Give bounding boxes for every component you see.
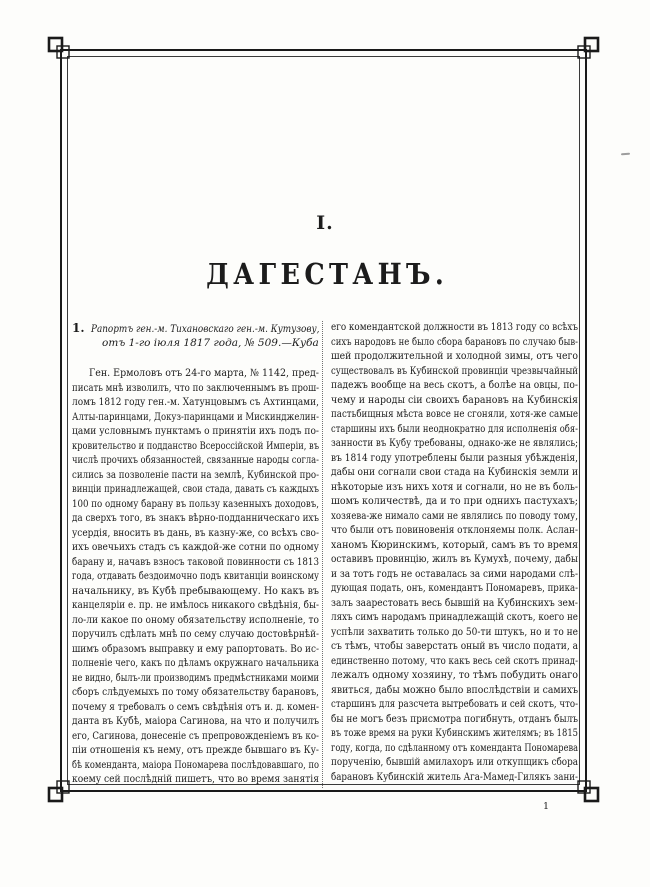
text-line [331,582,578,597]
report-header-text: отъ 1-го іюля 1817 года, № 509.—Куба [102,337,319,349]
text-line [331,553,578,568]
text-line [331,408,578,423]
text-line [331,423,578,438]
text-line-content: съ тѣмъ, чтобы заверстать оный въ число подати, а [331,641,578,652]
text-line [331,379,578,394]
text-line [331,321,578,336]
text-line-content: 100 по одному барану въ пользу казенныхъ доходовъ, [72,498,319,510]
text-line-content: существовалъ въ Кубинской провинціи чрезвычайный [331,365,578,377]
text-line-content: да сверхъ того, въ знакъ вѣрно-подданническаго ихъ [72,513,319,524]
text-line [72,643,319,658]
text-line-content: что были отъ повиновенія отклоняемы полк. Аслан- [331,525,578,536]
text-line-content: ханомъ Кюринскимъ, который, самъ въ то время [331,539,578,551]
text-line [331,452,578,467]
left-column-text [72,367,319,788]
text-line-content: Алты-паринцами, Докуз-паринцами и Мискинджелин- [72,411,319,423]
text-line-content: явиться, дабы можно было впослѣдствіи и самихъ [331,684,578,696]
text-line-content: старшины ихъ были неоднократно для исполненія обя- [331,423,578,435]
text-line-content: и за тотъ годъ не оставалась за сими народами слѣ- [331,568,578,580]
text-line [72,686,319,701]
corner-ornament-icon [47,36,81,70]
text-line [331,568,578,583]
text-line [331,756,578,771]
text-line-content: ляхъ симъ народамъ принадлежащій скотъ, коего не [331,612,578,623]
text-line [331,510,578,525]
text-line [331,524,578,539]
text-line [331,336,578,351]
text-line-content: почему я требовалъ о семъ свѣдѣнія отъ и. д. комен- [72,701,319,713]
text-line-content: Ген. Ермоловъ отъ 24-го марта, № 1142, пред- [89,368,319,379]
text-line-content: усердія, вносить въ дань, въ казну-же, со всѣхъ сво- [72,527,319,539]
text-line-content: поручилъ сдѣлать мнѣ по сему случаю достовѣрнѣй- [72,629,319,640]
text-line [72,715,319,730]
text-line-content: начальнику, въ Кубѣ пребывающему. Но какъ въ [72,585,319,597]
text-line-content: барану и, начавъ взносъ таковой повинности съ 1813 [72,556,319,568]
report-number: 1. [72,321,85,335]
text-line [331,495,578,510]
text-line-content: успѣли захватить только до 50-ти штукъ, но и то не [331,626,578,638]
text-line-content: его комендантской должности въ 1813 году со всѣхъ [331,322,578,333]
text-line [331,713,578,728]
text-line-content: въ 1814 году употреблены были разныя убѣжденія, [331,452,578,464]
text-line [72,657,319,672]
text-line-content: года, отдавать бездоимочно подъ квитанціи воинскому [72,571,319,582]
text-line-content: числѣ прочихъ обязанностей, связанные народы согла- [72,455,319,466]
text-line-content: барановъ Кубинскій житель Ага-Мамед-Гилякъ зани- [331,771,578,783]
text-line-content: дабы они согнали свои стада на Кубинскія земли и [331,467,578,478]
text-line [72,498,319,513]
text-line [331,684,578,699]
text-line [72,556,319,571]
text-line-content: сборъ слѣдуемыхъ по тому обязательству барановъ, [72,687,319,698]
text-line-content: нѣкоторые изъ нихъ хотя и согнали, но не въ боль- [331,481,578,493]
text-line [331,481,578,496]
text-line-content: шомъ количествѣ, да и то при однихъ пастухахъ; [331,496,578,507]
text-line [331,350,578,365]
text-line [72,541,319,556]
text-line [72,367,319,382]
text-line [72,759,319,774]
text-line-content: цами условнымъ пунктамъ о принятіи ихъ подъ по- [72,426,319,437]
text-line [331,727,578,742]
text-line-content: кровительство и подданство Всероссійской Имперіи, въ [72,440,319,452]
chapter-numeral: I. [316,212,334,234]
text-line-content: сились за позволеніе пасти на землѣ, Кубинской про- [72,469,319,481]
text-line [331,655,578,670]
text-line [72,512,319,527]
text-line [331,597,578,612]
text-line [72,382,319,397]
text-line [72,425,319,440]
text-line-content: канцеляріи е. пр. не имѣлось никакого свѣдѣнія, бы- [72,600,319,611]
text-line-content: піи отношенія къ нему, отъ прежде бывшаго въ Ку- [72,745,319,756]
text-line-content: шимъ образомъ выправку и ему рапортовать. Во ис- [72,643,319,655]
text-line [331,365,578,380]
text-line [331,437,578,452]
text-line-content: занности въ Кубу требованы, однако-же не являлись; [331,438,578,449]
text-line [72,614,319,629]
text-columns [72,321,578,788]
text-line-content: дующая подать, онъ, комендантъ Пономаревъ, прика- [331,583,578,594]
text-line-content: винціи принадлежащей, свои стада, давать съ каждыхъ [72,484,319,495]
text-line [72,396,319,411]
text-line [72,454,319,469]
text-line-content: бѣ коменданта, маіора Пономарева послѣдовавшаго, по [72,759,319,771]
text-line-content: ихъ овечьихъ стадъ съ каждой-же сотни по одному [72,542,319,553]
text-line [72,570,319,585]
text-line [72,730,319,745]
pencil-mark [621,153,630,156]
text-line-content: лежалъ одному хозяину, то тѣмъ побудить онаго [331,670,578,681]
text-line-content: не видно, былъ-ли производимъ предмѣстниками моими [72,672,319,684]
text-line-content: шей продолжительной и холодной зимы, отъ чего [331,351,578,362]
text-line [331,771,578,786]
text-line [331,669,578,684]
text-line [72,483,319,498]
report-header-line1 [72,321,319,336]
text-line-content: ло-ли какое по оному обязательству исполненіе, то [72,614,319,626]
chapter-title: ДАГЕСТАНЪ. [206,257,449,291]
report-header-text: Рапортъ ген.-м. Тихановскаго ген.-м. Кутузову, [90,323,319,335]
corner-ornament-icon [566,36,600,70]
text-line [72,773,319,788]
text-line [331,611,578,626]
text-line [72,411,319,426]
page-number: 1 [543,801,550,812]
text-line [72,672,319,687]
text-line [72,440,319,455]
text-line [72,599,319,614]
text-line-content: сихъ народовъ не было сбора барановъ по случаю быв- [331,336,578,348]
text-line [331,742,578,757]
text-line-content: ломъ 1812 году ген.-м. Хатунцовымъ съ Ахтинцами, [72,397,319,408]
text-line-content: бы не могъ безъ присмотра погибнуть, отданъ былъ [331,713,578,725]
text-line-content: въ тоже время на руки Кубинскимъ жителямъ; въ 1815 [331,728,578,739]
text-line [72,585,319,600]
report-header-line2 [72,336,319,351]
text-line-content: старшинъ для разсчета вытребовать и сей скотъ, что- [331,699,578,710]
text-line [331,640,578,655]
text-line [331,539,578,554]
text-line [331,466,578,481]
text-line-content: падежъ вообще на весь скотъ, а болѣе на овцы, по- [331,380,578,391]
text-line-content: порученію, бывшій амилахоръ или откупщикъ сбора [331,757,578,768]
text-line-content: единственно потому, что какъ весь сей скотъ принад- [331,655,578,667]
right-column [322,321,578,788]
left-column [72,321,319,788]
text-line [72,744,319,759]
text-line-content: его, Сагинова, донесеніе съ препровожденіемъ въ ко- [72,730,319,742]
text-line [331,394,578,409]
report-header [72,321,319,351]
text-line-content: данта въ Кубѣ, маіора Сагинова, на что и получилъ [72,716,319,727]
text-line-content: году, когда, по сдѣланному отъ коменданта Пономарева [331,742,578,754]
text-line-content: залъ заарестовать весь бывшій на Кубинскихъ зем- [331,597,578,609]
text-line-content: коему сей послѣдній пишетъ, что во время занятія [72,774,319,785]
text-line [72,469,319,484]
text-line [331,626,578,641]
text-line-content: писать мнѣ изволилъ, что по заключеннымъ въ прош- [72,382,319,394]
text-line [331,698,578,713]
text-line-content: пастьбищныя мѣста вовсе не сгоняли, хотя-же самые [331,409,578,420]
text-line-content: чему и народы сіи своихъ барановъ на Кубинскія [331,394,578,406]
text-line-content: полненіе чего, какъ по дѣламъ окружнаго начальника [72,658,319,669]
text-line-content: хозяева-же нимало сами не являлись по поводу тому, [331,510,578,522]
text-line [72,628,319,643]
text-line [72,701,319,716]
text-line-content: оставивъ провинцію, жилъ въ Кумухѣ, почему, дабы [331,554,578,565]
text-line [72,527,319,542]
